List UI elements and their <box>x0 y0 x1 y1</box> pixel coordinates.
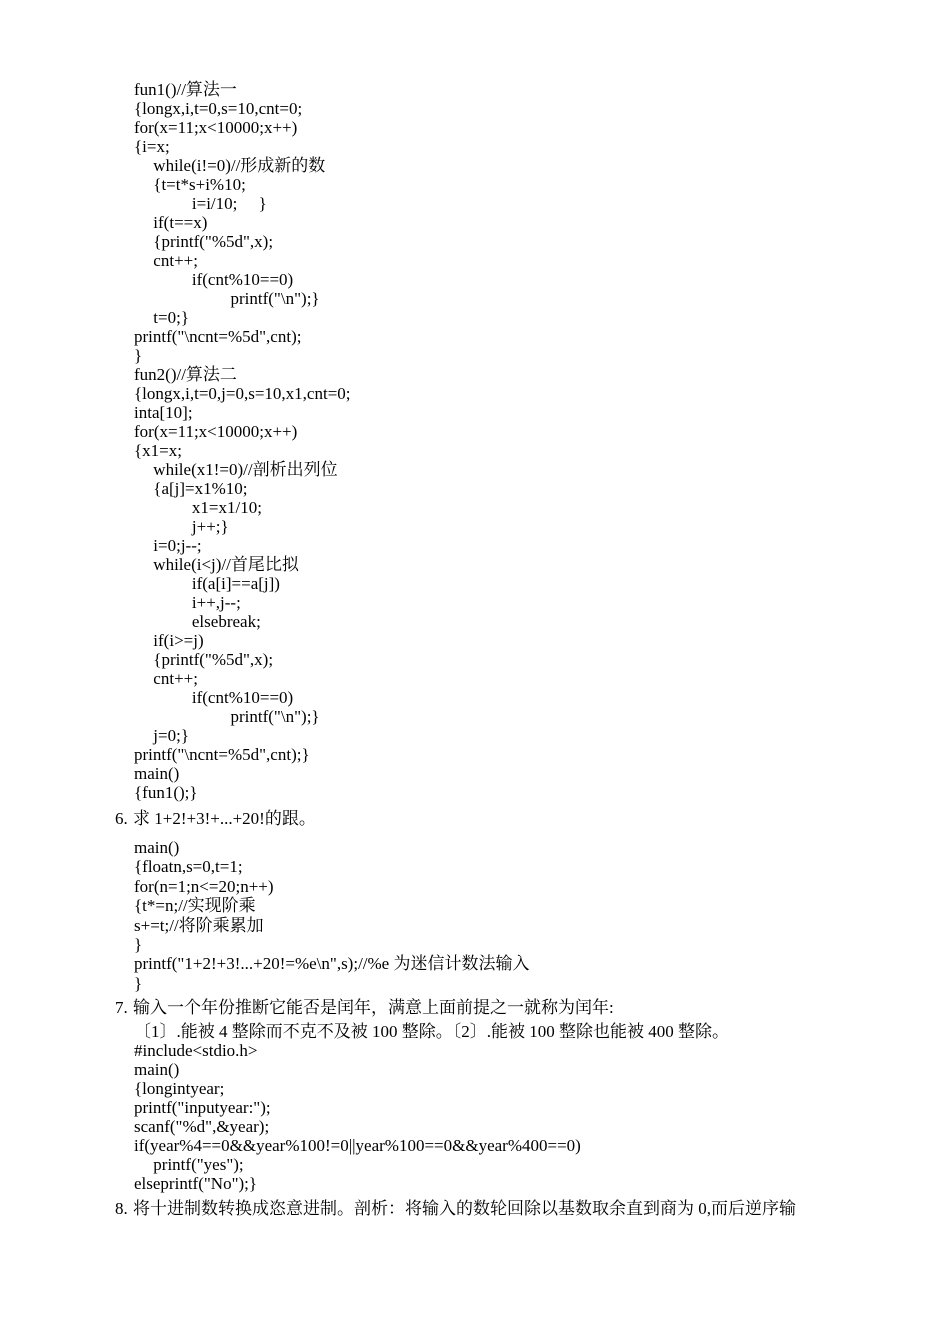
code-line: s+=t;//将阶乘累加 <box>134 915 264 935</box>
item-8-question: 将十进制数转换成恣意进制。剖析：将输入的数轮回除以基数取余直到商为 0,而后逆序输 <box>133 1199 796 1218</box>
code-line: 〔1〕.能被 4 整除而不克不及被 100 整除。〔2〕.能被 100 整除也能被 400 整除。 <box>134 1022 729 1041</box>
code-line: cnt++; <box>153 251 198 270</box>
code-line: printf("inputyear:"); <box>134 1098 271 1117</box>
code-line: i++,j--; <box>191 593 241 612</box>
code-line: } <box>134 346 143 365</box>
code-line: } <box>134 935 143 954</box>
code-line: {t*=n;//实现阶乘 <box>134 896 256 916</box>
code-line: while(i!=0)//形成新的数 <box>153 156 326 175</box>
code-line: {fun1();} <box>134 783 198 802</box>
code-line: {printf("%5d",x); <box>153 232 274 251</box>
code-line: while(i<j)//首尾比拟 <box>153 555 299 574</box>
code-line: elseprintf("No");} <box>134 1174 258 1193</box>
code-line: if(a[i]==a[j]) <box>191 574 280 593</box>
item-6-question: 求 1+2!+3!+...+20!的跟。 <box>133 809 316 828</box>
code-line: {longx,i,t=0,s=10,cnt=0; <box>134 99 303 118</box>
code-line: {longintyear; <box>134 1079 225 1098</box>
code-line: main() <box>134 764 180 783</box>
code-line: i=i/10; } <box>191 194 267 213</box>
code-line: printf("\n");} <box>230 289 320 308</box>
item-7-number: 7. <box>115 998 128 1017</box>
code-line: for(n=1;n<=20;n++) <box>134 876 274 896</box>
code-line: {t=t*s+i%10; <box>153 175 246 194</box>
item-7-question: 输入一个年份推断它能否是闰年，满意上面前提之一就称为闰年: <box>133 998 614 1017</box>
code-line: j++;} <box>191 517 229 536</box>
code-line: if(year%4==0&&year%100!=0||year%100==0&&year%400==0) <box>134 1136 581 1155</box>
code-line: {x1=x; <box>134 441 182 460</box>
code-line: {i=x; <box>134 137 170 156</box>
code-line: elsebreak; <box>191 612 261 631</box>
code-line: main() <box>134 1060 180 1079</box>
code-line: cnt++; <box>153 669 198 688</box>
code-line: inta[10]; <box>134 403 193 422</box>
code-line: {printf("%5d",x); <box>153 650 274 669</box>
code-line: if(cnt%10==0) <box>191 688 294 707</box>
code-line: {longx,i,t=0,j=0,s=10,x1,cnt=0; <box>134 384 351 403</box>
code-line: printf("yes"); <box>153 1155 244 1174</box>
code-line: #include<stdio.h> <box>134 1041 258 1060</box>
code-line: if(cnt%10==0) <box>191 270 294 289</box>
code-line: t=0;} <box>153 308 189 327</box>
code-line: x1=x1/10; <box>191 498 262 517</box>
code-line: printf("\n");} <box>230 707 320 726</box>
item-6-number: 6. <box>115 809 128 828</box>
code-line: for(x=11;x<10000;x++) <box>134 422 298 441</box>
code-line: fun2()//算法二 <box>134 365 237 384</box>
code-line: while(x1!=0)//剖析出列位 <box>153 460 338 479</box>
item-8-number: 8. <box>115 1199 128 1218</box>
code-line: if(t==x) <box>153 213 208 232</box>
code-line: } <box>134 973 143 993</box>
code-line: fun1()//算法一 <box>134 80 237 99</box>
code-line: if(i>=j) <box>153 631 204 650</box>
code-line: printf("\ncnt=%5d",cnt);} <box>134 745 310 764</box>
code-line: for(x=11;x<10000;x++) <box>134 118 298 137</box>
code-line: j=0;} <box>153 726 189 745</box>
code-line: scanf("%d",&year); <box>134 1117 270 1136</box>
code-line: printf("\ncnt=%5d",cnt); <box>134 327 302 346</box>
code-line: printf("1+2!+3!...+20!=%e\n",s);//%e 为迷信计数法输入 <box>134 954 530 974</box>
code-line: i=0;j--; <box>153 536 202 555</box>
code-line: {floatn,s=0,t=1; <box>134 857 243 877</box>
code-line: main() <box>134 838 180 857</box>
code-line: {a[j]=x1%10; <box>153 479 248 498</box>
